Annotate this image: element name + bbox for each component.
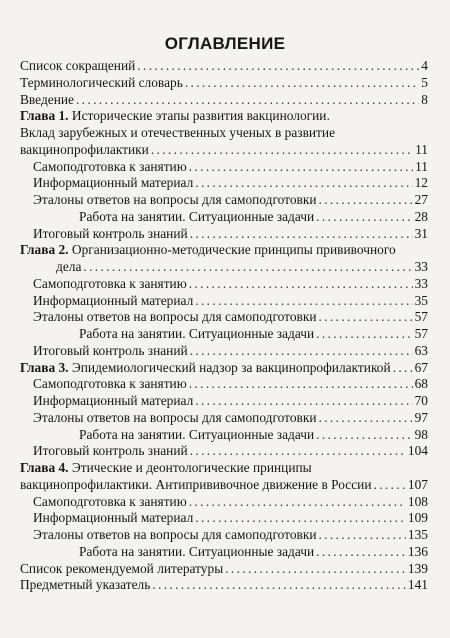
toc-page-number: 11 xyxy=(415,141,428,157)
toc-entry-info-material[interactable] xyxy=(0,393,450,410)
toc-entry-label: Информационный материал xyxy=(33,292,194,308)
dot-leader xyxy=(374,477,406,494)
toc-page-number: 5 xyxy=(421,74,428,90)
toc-entry-class-work[interactable] xyxy=(0,209,450,226)
chapter-title-line: Эпидемиологический надзор за вакцинопрофилактикой xyxy=(71,359,391,375)
toc-page-number: 139 xyxy=(407,560,428,576)
toc-page-number: 8 xyxy=(421,91,428,107)
toc-page-number: 28 xyxy=(414,208,428,224)
dot-leader xyxy=(189,376,413,393)
toc-page-number: 33 xyxy=(414,275,428,291)
toc-entry-final-control[interactable] xyxy=(0,343,450,360)
dot-leader xyxy=(195,510,406,527)
chapter-1-heading-cont xyxy=(0,125,450,142)
chapter-title-line: дела xyxy=(56,259,82,274)
toc-page-number: 67 xyxy=(414,359,428,375)
toc-entry-answer-keys[interactable] xyxy=(0,410,450,427)
dot-leader xyxy=(190,343,413,360)
toc-entry-label: Работа на занятии. Ситуационные задачи xyxy=(79,543,315,559)
dot-leader xyxy=(319,309,413,326)
toc-entry-label: Введение xyxy=(20,91,74,107)
dot-leader xyxy=(316,326,412,343)
toc-page-number: 4 xyxy=(421,58,428,73)
toc-entry-label: Самоподготовка к занятию xyxy=(33,158,187,174)
toc-page-number: 107 xyxy=(407,476,428,492)
dot-leader xyxy=(185,75,419,92)
toc-entry-label: Итоговый контроль знаний xyxy=(33,225,188,241)
toc-entry-abbreviations[interactable] xyxy=(0,58,450,75)
dot-leader xyxy=(151,142,413,159)
toc-entry-class-work[interactable] xyxy=(0,326,450,343)
toc-page-number: 57 xyxy=(414,326,428,341)
toc-page-number: 141 xyxy=(407,577,428,593)
chapter-1-heading-last[interactable] xyxy=(0,142,450,159)
toc-entry-label: Информационный материал xyxy=(33,510,194,526)
chapter-label: Глава 3. xyxy=(20,359,69,375)
page-title: ОГЛАВЛЕНИЕ xyxy=(164,34,286,53)
toc-entry-label: Терминологический словарь xyxy=(20,74,183,90)
dot-leader xyxy=(195,393,412,410)
toc-entry-label: Работа на занятии. Ситуационные задачи xyxy=(79,326,315,341)
toc-page-number: 35 xyxy=(414,292,428,308)
toc-entry-label: Эталоны ответов на вопросы для самоподготовки xyxy=(33,409,317,425)
dot-leader xyxy=(319,527,406,544)
toc-entry-glossary[interactable] xyxy=(0,75,450,92)
toc-page-number: 57 xyxy=(414,309,428,325)
chapter-label: Глава 4. xyxy=(20,460,69,475)
toc-page-number: 136 xyxy=(407,543,428,559)
toc-page-number: 63 xyxy=(414,342,428,358)
toc-page-number: 33 xyxy=(414,259,428,274)
toc-entry-subject-index[interactable] xyxy=(0,577,450,594)
chapter-title-line: вакцинопрофилактики xyxy=(20,141,149,157)
chapter-4-heading-last[interactable] xyxy=(0,477,450,494)
toc-page-number: 31 xyxy=(414,225,428,241)
dot-leader xyxy=(189,494,406,511)
dot-leader xyxy=(316,544,406,561)
toc-entry-info-material[interactable] xyxy=(0,510,450,527)
toc-entry-answer-keys[interactable] xyxy=(0,527,450,544)
toc-page-number: 108 xyxy=(407,493,428,509)
toc-entry-self-prep[interactable] xyxy=(0,494,450,511)
chapter-title-line: Организационно-методические принципы прививочного xyxy=(71,242,396,258)
toc-entry-label: Информационный материал xyxy=(33,393,194,408)
chapter-title-line: Вклад зарубежных и отечественных ученых в развитие xyxy=(20,125,336,140)
toc-page-number: 70 xyxy=(414,393,428,408)
toc-entry-class-work[interactable] xyxy=(0,427,450,444)
toc-entry-label: Эталоны ответов на вопросы для самоподготовки xyxy=(33,192,317,207)
chapter-3-heading[interactable] xyxy=(0,360,450,377)
dot-leader xyxy=(190,443,406,460)
toc-entry-label: Итоговый контроль знаний xyxy=(33,443,188,459)
chapter-label: Глава 2. xyxy=(20,242,69,258)
table-of-contents xyxy=(0,58,450,594)
dot-leader xyxy=(152,577,406,594)
toc-page-number: 98 xyxy=(414,426,428,442)
toc-entry-final-control[interactable] xyxy=(0,443,450,460)
toc-entry-label: Список сокращений xyxy=(20,58,136,73)
toc-page-number: 104 xyxy=(407,443,428,459)
toc-entry-label: Самоподготовка к занятию xyxy=(33,275,187,291)
toc-entry-references[interactable] xyxy=(0,561,450,578)
dot-leader xyxy=(195,293,412,310)
chapter-title-line: Этические и деонтологические принципы xyxy=(71,460,312,475)
toc-entry-label: Работа на занятии. Ситуационные задачи xyxy=(79,208,315,224)
dot-leader xyxy=(190,226,413,243)
chapter-1-heading[interactable] xyxy=(0,108,450,125)
toc-entry-self-prep[interactable] xyxy=(0,159,450,176)
toc-entry-label: Предметный указатель xyxy=(20,577,151,593)
dot-leader xyxy=(316,427,412,444)
chapter-4-heading[interactable] xyxy=(0,460,450,477)
toc-page-number: 135 xyxy=(407,527,428,542)
dot-leader xyxy=(137,58,419,75)
toc-entry-answer-keys[interactable] xyxy=(0,192,450,209)
toc-page-number: 11 xyxy=(415,158,428,174)
toc-entry-label: Итоговый контроль знаний xyxy=(33,342,188,358)
chapter-2-heading[interactable] xyxy=(0,242,450,259)
toc-entry-label: Список рекомендуемой литературы xyxy=(20,560,224,576)
toc-entry-final-control[interactable] xyxy=(0,226,450,243)
toc-page-number: 27 xyxy=(414,192,428,207)
dot-leader xyxy=(316,209,412,226)
toc-entry-label: Работа на занятии. Ситуационные задачи xyxy=(79,426,315,442)
dot-leader xyxy=(319,192,413,209)
dot-leader xyxy=(195,175,412,192)
toc-page-number: 109 xyxy=(407,510,428,526)
toc-page-number: 12 xyxy=(414,175,428,191)
chapter-title-line: Исторические этапы развития вакцинологии. xyxy=(71,108,330,124)
toc-entry-label: Информационный материал xyxy=(33,175,194,191)
chapter-title-line: вакцинопрофилактики. Антипрививочное движение в России xyxy=(20,476,372,492)
toc-entry-introduction[interactable] xyxy=(0,92,450,109)
toc-entry-info-material[interactable] xyxy=(0,293,450,310)
toc-entry-self-prep[interactable] xyxy=(0,376,450,393)
toc-entry-label: Эталоны ответов на вопросы для самоподготовки xyxy=(33,527,317,542)
toc-page-number: 97 xyxy=(414,409,428,425)
toc-entry-answer-keys[interactable] xyxy=(0,309,450,326)
dot-leader xyxy=(393,360,413,377)
chapter-2-heading-last[interactable] xyxy=(0,259,450,276)
dot-leader xyxy=(76,92,419,109)
toc-entry-self-prep[interactable] xyxy=(0,276,450,293)
dot-leader xyxy=(189,276,413,293)
toc-entry-info-material[interactable] xyxy=(0,175,450,192)
dot-leader xyxy=(225,561,406,578)
dot-leader xyxy=(319,410,413,427)
toc-entry-label: Самоподготовка к занятию xyxy=(33,493,187,509)
dot-leader xyxy=(189,159,413,176)
chapter-label: Глава 1. xyxy=(20,108,69,124)
toc-entry-label: Эталоны ответов на вопросы для самоподготовки xyxy=(33,309,317,325)
toc-entry-label: Самоподготовка к занятию xyxy=(33,376,187,392)
toc-entry-class-work[interactable] xyxy=(0,544,450,561)
toc-page-number: 68 xyxy=(414,376,428,392)
dot-leader xyxy=(83,259,412,276)
